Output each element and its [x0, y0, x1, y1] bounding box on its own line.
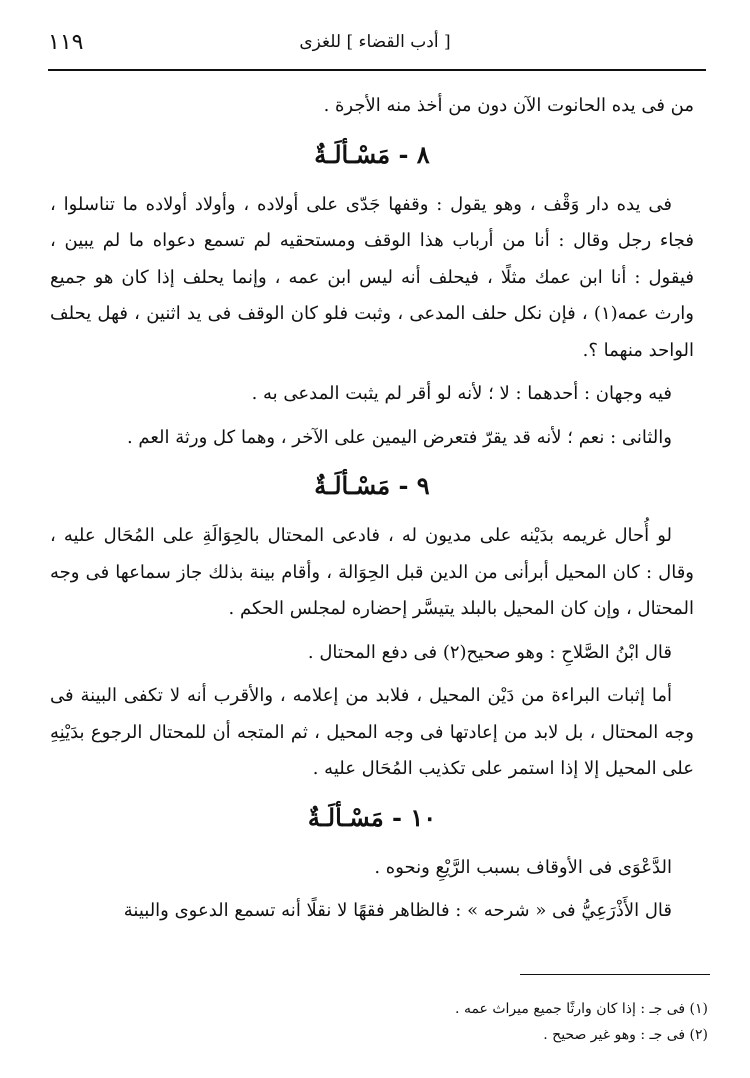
- footnote-2: (٢) فى جـ : وهو غير صحيح .: [543, 1027, 708, 1043]
- footnote-rule: [520, 974, 710, 975]
- paragraph-adhrai: قال الأَذْرَعِيُّ فى « شرحه » : فالظاهر فقهًا لا نقلًا أنه تسمع الدعوى والبينة: [123, 900, 672, 921]
- section-heading-9: ٩ - مَسْـألَـةٌ: [314, 471, 430, 500]
- section-heading-10: ١٠ - مَسْـألَـةٌ: [307, 802, 437, 832]
- main-text: [50, 88, 694, 930]
- paragraph-ibn-salah: قال ابْنُ الصَّلاحِ : وهو صحيح(٢) فى دفع المحتال .: [307, 641, 672, 663]
- paragraph-two-views: فيه وجهان : أحدهما : لا ؛ لأنه لو أقر لم يثبت المدعى به .: [251, 383, 672, 404]
- paragraph-proof-of-release: أما إثبات البراءة من دَيْن المحيل ، فلابد من إعلامه ، والأقرب أنه لا تكفى البينة فى وجه المحتال ، بل لابد من إعادتها فى وجه المحيل ، ثم المتجه أن للمحتال الرجوع بدَيْنِهِ على المحيل إلا إذا استمر على تكذيب المُحَال عليه .: [50, 685, 694, 779]
- running-title: [ أدب القضاء ] للغزى: [299, 32, 451, 52]
- paragraph-continuation: من فى يده الحانوت الآن دون من أخذ منه الأجرة .: [323, 95, 694, 116]
- page-number: ١١٩: [48, 30, 84, 55]
- paragraph-waqf-house: فى يده دار وَقْف ، وهو يقول : وقفها جَدّى على أولاده ، وأولاد أولاده ما تناسلوا ، فجاء رجل وقال : أنا من أرباب هذا الوقف ومستحقيه لم تسمع دعواه ما لم يبين ، فيقول : أنا ابن عمك مثلًا ، فيحلف أنه ليس ابن عمه ، وإنما يحلف إذا كان هو جميع وارث عمه(١) ، فإن نكل حلف المدعى ، وثبت فلو كان الوقف فى يد اثنين ، فهل يحلف الواحد منهما ؟.: [50, 193, 694, 361]
- page-header: [48, 26, 702, 62]
- footnotes: [120, 996, 708, 1048]
- paragraph-hawala: لو أُحال غريمه بدَيْنه على مديون له ، فادعى المحتال بالحِوَالَةِ على المُحَال عليه ، وقال : كان المحيل أبرأنى من الدين قبل الحِوَالة ، وأقام بينة بذلك جاز سماعها فى وجه المحتال ، وإن كان المحيل بالبلد يتيسَّر إحضاره لمجلس الحكم .: [50, 525, 694, 619]
- header-rule: [48, 69, 706, 71]
- section-heading-8: ٨ - مَسْـألَـةٌ: [314, 139, 430, 169]
- paragraph-awqaf-claim: الدَّعْوَى فى الأوقاف بسبب الرَّيْعِ ونحوه .: [374, 856, 672, 878]
- paragraph-second-view: والثانى : نعم ؛ لأنه قد يقرّ فتعرض اليمين على الآخر ، وهما كل ورثة العم .: [126, 426, 672, 448]
- footnote-1: (١) فى جـ : إذا كان وارثًا جميع ميراث عمه .: [455, 1001, 708, 1017]
